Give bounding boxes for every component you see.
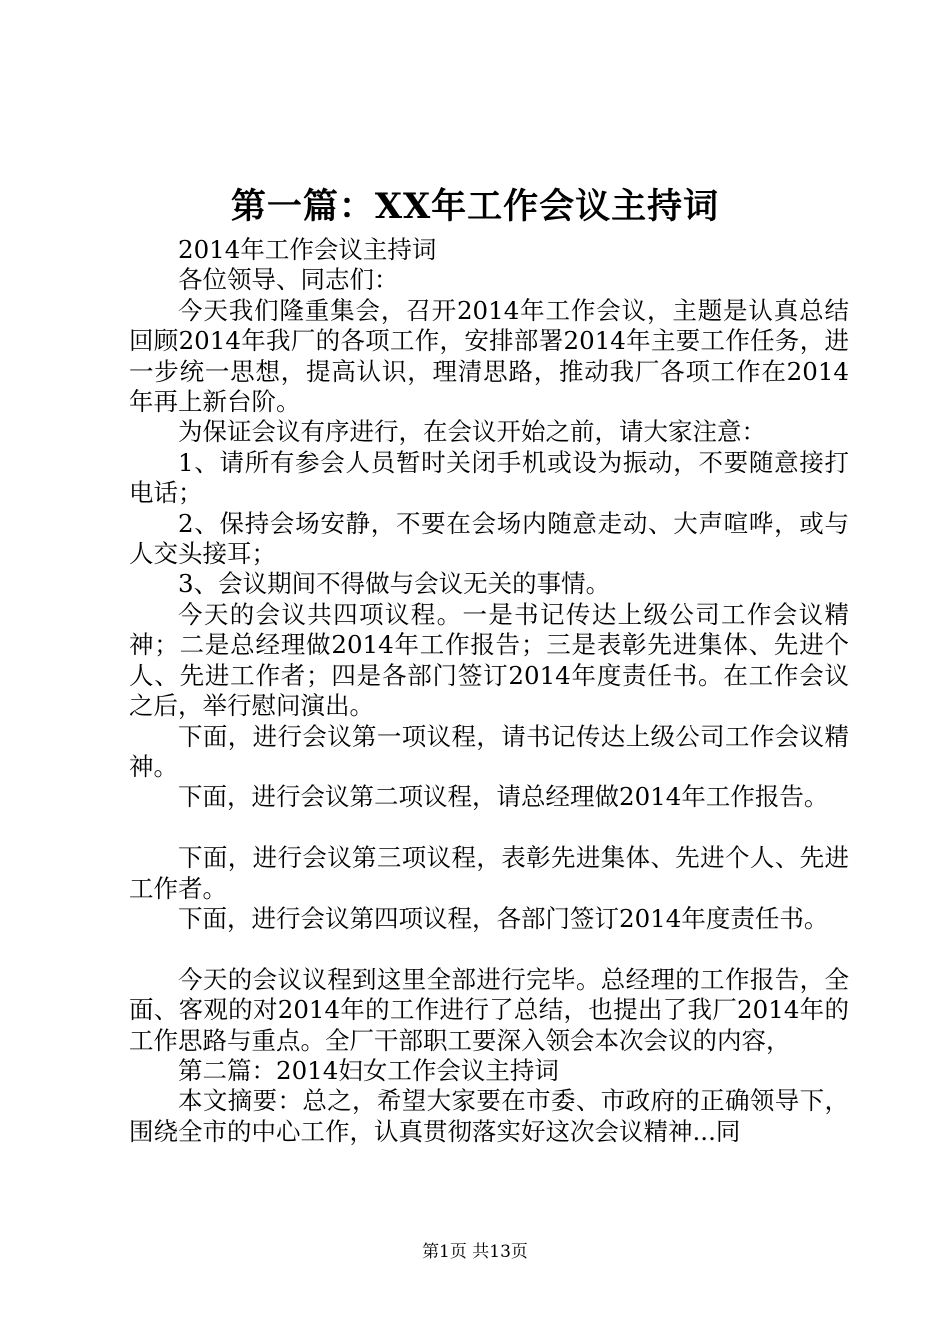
paragraph-notice-1: 1、请所有参会人员暂时关闭手机或设为振动，不要随意接打电话； xyxy=(129,447,849,508)
paragraph-subtitle: 2014年工作会议主持词 xyxy=(178,235,437,264)
paragraph-second-article-title: 第二篇：2014妇女工作会议主持词 xyxy=(178,1055,559,1085)
paragraph-closing: 今天的会议议程到这里全部进行完毕。总经理的工作报告，全面、客观的对2014年的工作进行了总结，也提出了我厂2014年的工作思路与重点。全厂干部职工要深入领会本次会议的内容， xyxy=(129,964,849,1055)
page-footer: 第1页 共13页 xyxy=(422,1242,528,1262)
paragraph-agenda-item-4: 下面，进行会议第四项议程，各部门签订2014年度责任书。 xyxy=(178,903,829,933)
paragraph-agenda-item-1: 下面，进行会议第一项议程，请书记传达上级公司工作会议精神。 xyxy=(129,721,849,781)
blank-line xyxy=(129,813,849,843)
paragraph-second-article-summary: 本文摘要：总之，希望大家要在市委、市政府的正确领导下，围绕全市的中心工作，认真贯彻落实好这次会议精神...同 xyxy=(129,1086,849,1146)
paragraph-agenda-item-2: 下面，进行会议第二项议程，请总经理做2014年工作报告。 xyxy=(178,782,829,812)
paragraph-agenda-item-3: 下面，进行会议第三项议程，表彰先进集体、先进个人、先进工作者。 xyxy=(129,843,849,903)
paragraph-notice-intro: 为保证会议有序进行，在会议开始之前，请大家注意： xyxy=(178,417,766,447)
paragraph-notice-2: 2、保持会场安静，不要在会场内随意走动、大声喧哗，或与人交头接耳； xyxy=(129,508,849,569)
document-body xyxy=(129,235,849,1147)
paragraph-opening: 今天我们隆重集会，召开2014年工作会议，主题是认真总结回顾2014年我厂的各项工作，安排部署2014年主要工作任务，进一步统一思想，提高认识，理清思路，推动我厂各项工作在2014年再上新台阶。 xyxy=(129,295,849,417)
document-title: 第一篇：XX年工作会议主持词 xyxy=(230,186,720,227)
paragraph-salutation: 各位领导、同志们： xyxy=(178,265,399,295)
paragraph-notice-3: 3、会议期间不得做与会议无关的事情。 xyxy=(178,569,611,599)
paragraph-agenda: 今天的会议共四项议程。一是书记传达上级公司工作会议精神；二是总经理做2014年工作报告；三是表彰先进集体、先进个人、先进工作者；四是各部门签订2014年度责任书。在工作会议之后，举行慰问演出。 xyxy=(129,599,849,721)
blank-line xyxy=(129,934,849,964)
